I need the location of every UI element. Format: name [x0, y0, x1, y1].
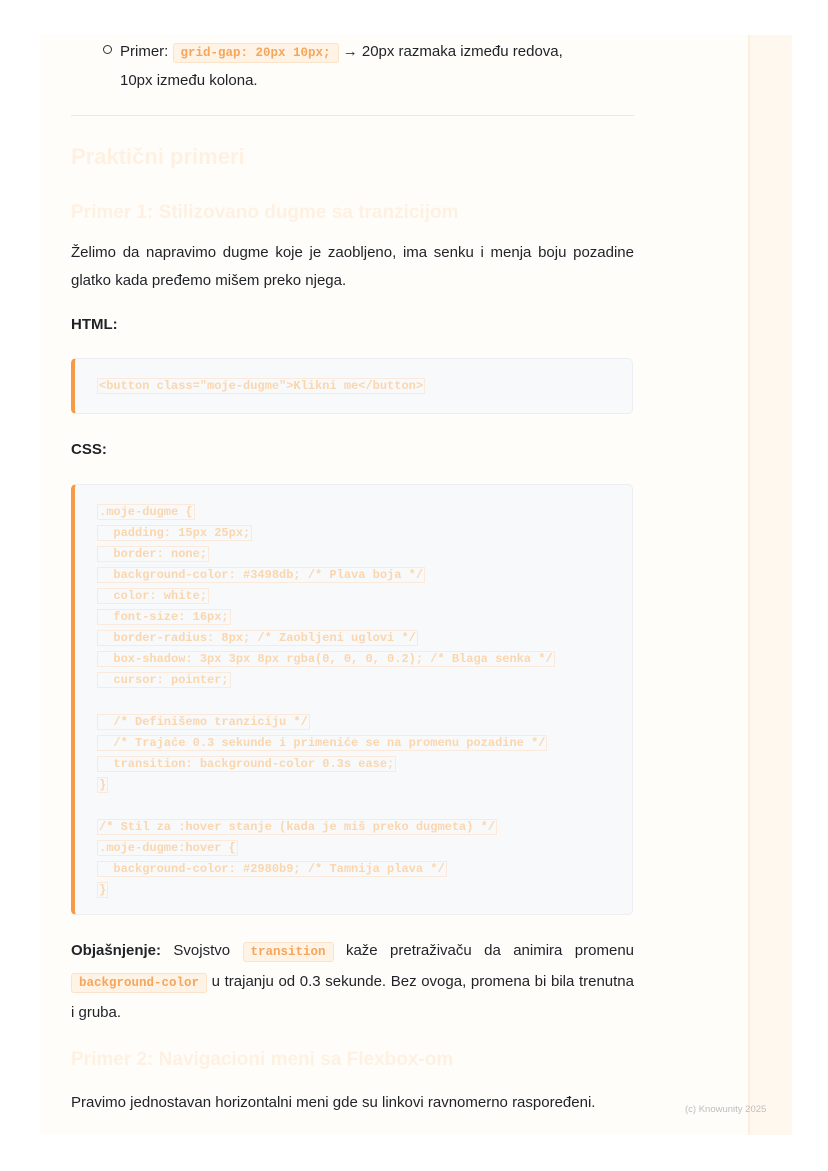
code-text: .moje-dugme { [99, 505, 193, 519]
code-text: } [99, 778, 107, 792]
code-line [97, 818, 632, 839]
code-line [97, 713, 632, 734]
code-text: <button class="moje-dugme">Klikni me</button> [99, 379, 424, 393]
page-margin-strip [748, 35, 792, 1135]
code-text: } [99, 883, 107, 897]
code-text: transition: background-color 0.3s ease; [99, 757, 395, 771]
code-text: .moje-dugme:hover { [99, 841, 236, 855]
bullet-text: → 20px razmaka između redova, [338, 43, 563, 60]
code-text: /* Trajaće 0.3 sekunde i primeniće se na promenu pozadine */ [99, 736, 546, 750]
bullet-prefix: Primer: [120, 43, 173, 60]
code-text: background-color: #3498db; /* Plava boja */ [99, 568, 424, 582]
explanation-text: kaže pretraživaču da animira promenu [333, 942, 634, 959]
code-line [97, 692, 632, 713]
explanation [71, 936, 634, 1027]
code-line [97, 629, 632, 650]
code-line [97, 545, 632, 566]
code-text: padding: 15px 25px; [99, 526, 251, 540]
css-label: CSS: [71, 441, 107, 458]
css-code-block [71, 484, 633, 915]
code-line [97, 608, 632, 629]
inline-code: grid-gap: 20px 10px; [173, 43, 339, 63]
explanation-label: Objašnjenje: [71, 942, 162, 959]
example1-title: Primer 1: Stilizovano dugme sa tranzicijom [71, 202, 459, 223]
code-line [97, 839, 632, 860]
code-line [97, 503, 632, 524]
code-text: background-color: #2980b9; /* Tamnija plava */ [99, 862, 445, 876]
example1-intro: Želimo da napravimo dugme koje je zaobljeno, ima senku i menja boju pozadine glatko kada pređemo mišem preko njega. [71, 244, 634, 289]
code-text: border-radius: 8px; /* Zaobljeni uglovi */ [99, 631, 416, 645]
bullet-text-2: 10px između kolona. [120, 72, 258, 89]
code-line [97, 860, 632, 881]
code-text: /* Stil za :hover stanje (kada je miš preko dugmeta) */ [99, 820, 496, 834]
code-line [97, 377, 632, 398]
html-code-block [71, 358, 633, 414]
code-line [97, 671, 632, 692]
html-label: HTML: [71, 316, 118, 333]
code-line [97, 524, 632, 545]
inline-code: background-color [71, 973, 207, 993]
inline-code: transition [243, 942, 334, 962]
explanation-text: u trajanju od 0.3 sekunde. Bez ovoga, promena bi bila trenutna i gruba. [71, 973, 634, 1021]
code-text [97, 799, 99, 813]
code-text: /* Definišemo tranziciju */ [99, 715, 308, 729]
code-line [97, 881, 632, 902]
code-line [97, 755, 632, 776]
footer-copyright: (c) Knowunity 2025 [685, 1104, 767, 1115]
code-text: cursor: pointer; [99, 673, 229, 687]
code-line [97, 797, 632, 818]
example2-intro: Pravimo jednostavan horizontalni meni gde su linkovi ravnomerno raspoređeni. [71, 1094, 596, 1111]
section-title: Praktični primeri [71, 144, 245, 169]
code-text [97, 694, 99, 708]
bullet-item [120, 38, 640, 95]
divider [71, 115, 634, 116]
explanation-text: Svojstvo [161, 942, 243, 959]
code-text: font-size: 16px; [99, 610, 229, 624]
code-line [97, 650, 632, 671]
code-line [97, 776, 632, 797]
code-text: color: white; [99, 589, 208, 603]
code-line [97, 587, 632, 608]
code-text: border: none; [99, 547, 208, 561]
code-line [97, 566, 632, 587]
code-text: box-shadow: 3px 3px 8px rgba(0, 0, 0, 0.2); /* Blaga senka */ [99, 652, 553, 666]
bullet-icon [103, 45, 112, 54]
code-line [97, 734, 632, 755]
example2-title: Primer 2: Navigacioni meni sa Flexbox-om [71, 1049, 454, 1070]
